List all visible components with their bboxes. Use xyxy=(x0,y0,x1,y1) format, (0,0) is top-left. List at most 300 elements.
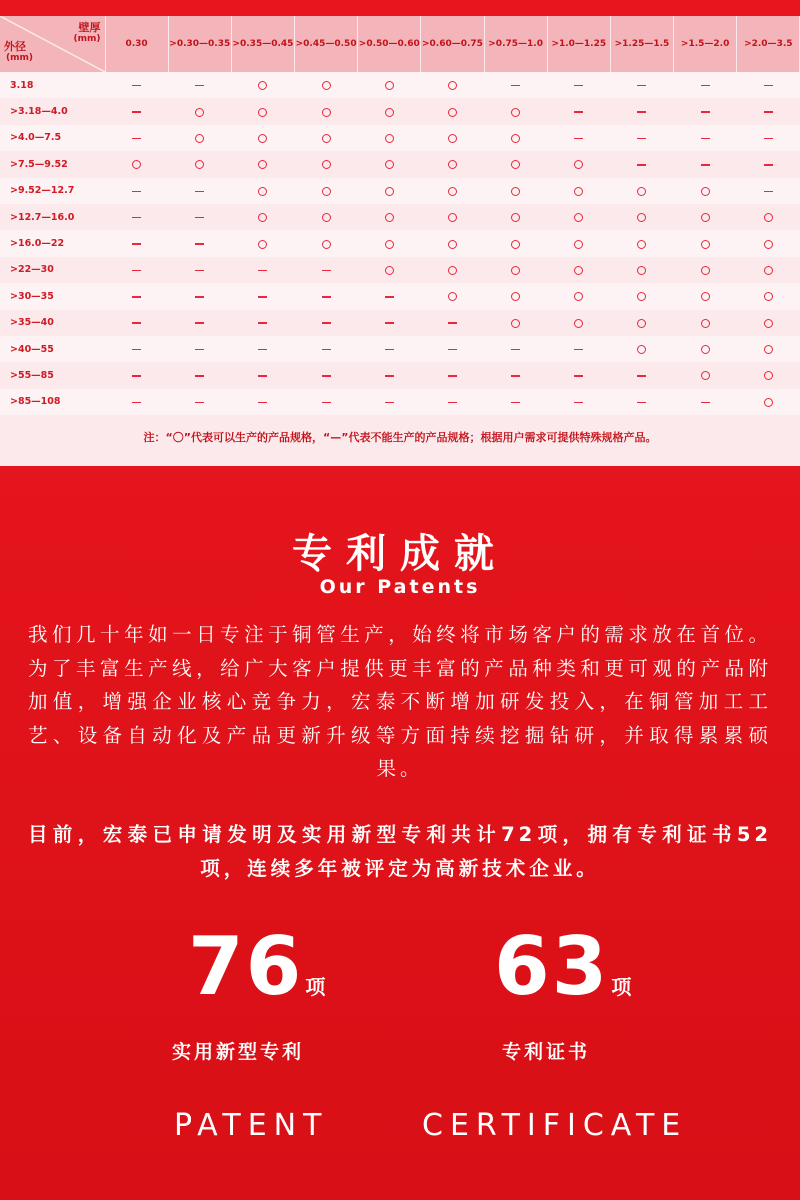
unavailable-dash-icon xyxy=(511,85,520,87)
table-row xyxy=(0,230,800,256)
spec-cell xyxy=(295,72,358,98)
table-row xyxy=(0,336,800,362)
available-circle-icon xyxy=(258,81,267,90)
spec-cell xyxy=(421,230,484,256)
wall-header: >1.5—2.0 xyxy=(674,16,737,72)
unavailable-dash-icon xyxy=(701,402,710,404)
unavailable-dash-icon xyxy=(195,402,204,404)
unavailable-dash-icon xyxy=(574,138,583,140)
stat-certificate-label: 专利证书 xyxy=(502,1041,591,1063)
available-circle-icon xyxy=(764,213,773,222)
unavailable-dash-icon xyxy=(701,111,710,113)
available-circle-icon xyxy=(448,134,457,143)
wall-header: >0.35—0.45 xyxy=(231,16,294,72)
od-cell: >12.7—16.0 xyxy=(0,204,105,230)
spec-cell xyxy=(295,310,358,336)
spec-cell xyxy=(105,310,168,336)
available-circle-icon xyxy=(448,292,457,301)
available-circle-icon xyxy=(258,108,267,117)
wall-header: >2.0—3.5 xyxy=(737,16,800,72)
available-circle-icon xyxy=(764,292,773,301)
spec-cell xyxy=(610,257,673,283)
spec-cell xyxy=(168,362,231,388)
spec-cell xyxy=(610,389,673,415)
top-strip xyxy=(0,0,800,16)
available-circle-icon xyxy=(637,213,646,222)
spec-cell xyxy=(547,98,610,124)
spec-cell xyxy=(737,98,800,124)
section-title: 专利成就 xyxy=(292,531,508,577)
available-circle-icon xyxy=(258,134,267,143)
unavailable-dash-icon xyxy=(764,191,773,193)
available-circle-icon xyxy=(511,266,520,275)
stat-certificates xyxy=(494,920,631,1013)
spec-cell xyxy=(674,151,737,177)
od-cell: >30—35 xyxy=(0,283,105,309)
spec-cell xyxy=(105,151,168,177)
spec-cell xyxy=(547,151,610,177)
unavailable-dash-icon xyxy=(637,402,646,404)
spec-cell xyxy=(168,204,231,230)
unavailable-dash-icon xyxy=(258,296,267,298)
stat-value: 76 xyxy=(188,920,304,1013)
available-circle-icon xyxy=(385,81,394,90)
spec-cell xyxy=(358,98,421,124)
available-circle-icon xyxy=(764,371,773,380)
spec-cell xyxy=(737,204,800,230)
od-cell: >35—40 xyxy=(0,310,105,336)
spec-cell xyxy=(168,230,231,256)
table-row xyxy=(0,389,800,415)
available-circle-icon xyxy=(637,266,646,275)
unavailable-dash-icon xyxy=(195,270,204,272)
unavailable-dash-icon xyxy=(448,322,457,324)
od-cell: >22—30 xyxy=(0,257,105,283)
spec-cell xyxy=(674,283,737,309)
spec-cell xyxy=(105,257,168,283)
available-circle-icon xyxy=(764,240,773,249)
table-row xyxy=(0,283,800,309)
spec-cell xyxy=(295,230,358,256)
unavailable-dash-icon xyxy=(764,138,773,140)
spec-cell xyxy=(547,257,610,283)
wall-header: >1.25—1.5 xyxy=(610,16,673,72)
spec-cell xyxy=(484,72,547,98)
available-circle-icon xyxy=(385,187,394,196)
available-circle-icon xyxy=(701,319,710,328)
available-circle-icon xyxy=(448,240,457,249)
available-circle-icon xyxy=(764,319,773,328)
spec-cell xyxy=(105,178,168,204)
spec-cell xyxy=(231,230,294,256)
stat-value: 63 xyxy=(494,920,610,1013)
unavailable-dash-icon xyxy=(258,349,267,351)
available-circle-icon xyxy=(637,187,646,196)
available-circle-icon xyxy=(322,213,331,222)
spec-cell xyxy=(358,125,421,151)
available-circle-icon xyxy=(448,108,457,117)
available-circle-icon xyxy=(322,240,331,249)
intro-paragraph: 我们几十年如一日专注于铜管生产，始终将市场客户的需求放在首位。为了丰富生产线，给广大客户提供更丰富的产品种类和更可观的产品附加值，增强企业核心竞争力，宏泰不断增加研发投入，在铜管加工工艺、设备自动化及产品更新升级等方面持续挖掘钻研，并取得累累硕果。 xyxy=(28,623,772,780)
available-circle-icon xyxy=(764,398,773,407)
unavailable-dash-icon xyxy=(322,296,331,298)
spec-cell xyxy=(168,257,231,283)
spec-cell xyxy=(105,336,168,362)
unavailable-dash-icon xyxy=(385,402,394,404)
stat-unit: 项 xyxy=(611,975,632,999)
unavailable-dash-icon xyxy=(195,296,204,298)
spec-cell xyxy=(421,125,484,151)
spec-cell xyxy=(484,257,547,283)
available-circle-icon xyxy=(258,160,267,169)
available-circle-icon xyxy=(637,240,646,249)
available-circle-icon xyxy=(322,134,331,143)
spec-cell xyxy=(610,230,673,256)
table-row xyxy=(0,178,800,204)
unavailable-dash-icon xyxy=(258,402,267,404)
available-circle-icon xyxy=(701,345,710,354)
unavailable-dash-icon xyxy=(637,111,646,113)
unavailable-dash-icon xyxy=(132,85,141,87)
section-subtitle: Our Patents xyxy=(319,576,481,598)
unavailable-dash-icon xyxy=(258,322,267,324)
unavailable-dash-icon xyxy=(764,111,773,113)
available-circle-icon xyxy=(637,345,646,354)
available-circle-icon xyxy=(322,81,331,90)
unavailable-dash-icon xyxy=(132,138,141,140)
spec-cell xyxy=(547,72,610,98)
available-circle-icon xyxy=(322,160,331,169)
spec-cell xyxy=(547,362,610,388)
spec-cell xyxy=(231,151,294,177)
unavailable-dash-icon xyxy=(764,85,773,87)
unavailable-dash-icon xyxy=(195,349,204,351)
unavailable-dash-icon xyxy=(132,349,141,351)
corner-od-unit: (mm) xyxy=(6,53,33,63)
spec-cell xyxy=(358,257,421,283)
spec-cell xyxy=(358,336,421,362)
spec-cell xyxy=(421,310,484,336)
available-circle-icon xyxy=(448,160,457,169)
spec-cell xyxy=(610,178,673,204)
od-cell: >55—85 xyxy=(0,362,105,388)
spec-cell xyxy=(421,98,484,124)
spec-table-panel xyxy=(0,16,800,466)
unavailable-dash-icon xyxy=(511,402,520,404)
spec-cell xyxy=(547,310,610,336)
corner-wall-unit: (mm) xyxy=(73,34,101,44)
spec-cell xyxy=(421,389,484,415)
table-note: 注：“〇”代表可以生产的产品规格，“—”代表不能生产的产品规格；根据用户需求可提供特殊规格产品。 xyxy=(143,431,657,445)
unavailable-dash-icon xyxy=(701,138,710,140)
spec-cell xyxy=(358,283,421,309)
unavailable-dash-icon xyxy=(574,111,583,113)
available-circle-icon xyxy=(132,160,141,169)
spec-cell xyxy=(168,98,231,124)
spec-cell xyxy=(610,98,673,124)
patent-count-paragraph: 目前，宏泰已申请发明及实用新型专利共计72项，拥有专利证书52项，连续多年被评定为高新技术企业。 xyxy=(28,823,772,880)
available-circle-icon xyxy=(448,266,457,275)
spec-cell xyxy=(421,336,484,362)
available-circle-icon xyxy=(385,160,394,169)
spec-cell xyxy=(231,72,294,98)
spec-cell xyxy=(295,389,358,415)
unavailable-dash-icon xyxy=(195,243,204,245)
spec-cell xyxy=(674,257,737,283)
table-row xyxy=(0,98,800,124)
spec-cell xyxy=(105,283,168,309)
spec-cell xyxy=(295,98,358,124)
unavailable-dash-icon xyxy=(322,402,331,404)
unavailable-dash-icon xyxy=(385,375,394,377)
unavailable-dash-icon xyxy=(701,164,710,166)
available-circle-icon xyxy=(385,134,394,143)
available-circle-icon xyxy=(195,108,204,117)
spec-cell xyxy=(168,389,231,415)
spec-cell xyxy=(358,178,421,204)
table-row xyxy=(0,125,800,151)
spec-cell xyxy=(358,389,421,415)
unavailable-dash-icon xyxy=(574,402,583,404)
table-body xyxy=(0,72,800,415)
spec-cell xyxy=(674,125,737,151)
wall-header: >0.75—1.0 xyxy=(484,16,547,72)
wall-header: >0.50—0.60 xyxy=(358,16,421,72)
spec-cell xyxy=(168,72,231,98)
spec-cell xyxy=(421,204,484,230)
spec-cell xyxy=(547,283,610,309)
wall-header: 0.30 xyxy=(105,16,168,72)
spec-cell xyxy=(421,72,484,98)
spec-cell xyxy=(231,98,294,124)
spec-cell xyxy=(547,125,610,151)
unavailable-dash-icon xyxy=(322,270,331,272)
available-circle-icon xyxy=(574,266,583,275)
unavailable-dash-icon xyxy=(195,85,204,87)
spec-cell xyxy=(168,283,231,309)
spec-cell xyxy=(610,204,673,230)
unavailable-dash-icon xyxy=(385,349,394,351)
spec-cell xyxy=(674,310,737,336)
spec-cell xyxy=(484,98,547,124)
unavailable-dash-icon xyxy=(132,375,141,377)
spec-cell xyxy=(610,72,673,98)
spec-cell xyxy=(295,178,358,204)
unavailable-dash-icon xyxy=(195,217,204,219)
spec-cell xyxy=(674,230,737,256)
spec-cell xyxy=(484,389,547,415)
available-circle-icon xyxy=(258,187,267,196)
spec-cell xyxy=(231,389,294,415)
available-circle-icon xyxy=(574,160,583,169)
spec-cell xyxy=(295,151,358,177)
spec-cell xyxy=(295,362,358,388)
spec-cell xyxy=(231,362,294,388)
spec-cell xyxy=(358,151,421,177)
spec-cell xyxy=(168,125,231,151)
unavailable-dash-icon xyxy=(574,349,583,351)
od-cell: >16.0—22 xyxy=(0,230,105,256)
available-circle-icon xyxy=(448,187,457,196)
unavailable-dash-icon xyxy=(195,191,204,193)
unavailable-dash-icon xyxy=(132,270,141,272)
spec-cell xyxy=(547,389,610,415)
available-circle-icon xyxy=(574,213,583,222)
spec-table xyxy=(0,16,800,415)
available-circle-icon xyxy=(574,240,583,249)
spec-cell xyxy=(737,72,800,98)
available-circle-icon xyxy=(385,108,394,117)
unavailable-dash-icon xyxy=(322,322,331,324)
available-circle-icon xyxy=(574,187,583,196)
english-certificate: CERTIFICATE xyxy=(422,1108,688,1143)
available-circle-icon xyxy=(385,240,394,249)
spec-cell xyxy=(231,204,294,230)
spec-cell xyxy=(674,72,737,98)
available-circle-icon xyxy=(511,108,520,117)
spec-cell xyxy=(168,336,231,362)
english-patent: PATENT xyxy=(174,1108,329,1143)
spec-cell xyxy=(610,283,673,309)
unavailable-dash-icon xyxy=(574,375,583,377)
unavailable-dash-icon xyxy=(637,375,646,377)
available-circle-icon xyxy=(448,81,457,90)
unavailable-dash-icon xyxy=(764,164,773,166)
spec-cell xyxy=(105,72,168,98)
spec-cell xyxy=(737,283,800,309)
od-cell: >4.0—7.5 xyxy=(0,125,105,151)
available-circle-icon xyxy=(385,213,394,222)
spec-cell xyxy=(295,125,358,151)
spec-cell xyxy=(168,151,231,177)
available-circle-icon xyxy=(574,292,583,301)
available-circle-icon xyxy=(511,187,520,196)
spec-cell xyxy=(105,204,168,230)
available-circle-icon xyxy=(701,292,710,301)
spec-cell xyxy=(737,257,800,283)
spec-cell xyxy=(484,230,547,256)
spec-cell xyxy=(421,257,484,283)
od-cell: >9.52—12.7 xyxy=(0,178,105,204)
available-circle-icon xyxy=(701,240,710,249)
table-row xyxy=(0,362,800,388)
spec-cell xyxy=(231,310,294,336)
spec-cell xyxy=(295,336,358,362)
unavailable-dash-icon xyxy=(132,322,141,324)
table-row xyxy=(0,257,800,283)
available-circle-icon xyxy=(701,213,710,222)
table-row xyxy=(0,72,800,98)
unavailable-dash-icon xyxy=(511,375,520,377)
spec-cell xyxy=(484,362,547,388)
spec-cell xyxy=(737,125,800,151)
spec-cell xyxy=(737,389,800,415)
unavailable-dash-icon xyxy=(448,349,457,351)
spec-cell xyxy=(484,283,547,309)
available-circle-icon xyxy=(511,160,520,169)
unavailable-dash-icon xyxy=(322,375,331,377)
table-row xyxy=(0,204,800,230)
spec-cell xyxy=(674,336,737,362)
wall-header: >0.45—0.50 xyxy=(295,16,358,72)
available-circle-icon xyxy=(511,240,520,249)
spec-cell xyxy=(737,336,800,362)
spec-cell xyxy=(295,204,358,230)
spec-cell xyxy=(547,230,610,256)
od-cell: >40—55 xyxy=(0,336,105,362)
unavailable-dash-icon xyxy=(132,217,141,219)
available-circle-icon xyxy=(385,266,394,275)
available-circle-icon xyxy=(258,240,267,249)
table-row xyxy=(0,151,800,177)
spec-cell xyxy=(105,389,168,415)
unavailable-dash-icon xyxy=(132,191,141,193)
spec-cell xyxy=(674,389,737,415)
spec-cell xyxy=(105,98,168,124)
spec-cell xyxy=(105,230,168,256)
stat-utility-patents xyxy=(188,920,325,1013)
spec-cell xyxy=(674,204,737,230)
spec-cell xyxy=(484,151,547,177)
spec-cell xyxy=(737,178,800,204)
available-circle-icon xyxy=(764,345,773,354)
spec-cell xyxy=(105,125,168,151)
unavailable-dash-icon xyxy=(385,296,394,298)
unavailable-dash-icon xyxy=(637,138,646,140)
table-row xyxy=(0,310,800,336)
available-circle-icon xyxy=(195,160,204,169)
spec-cell xyxy=(421,362,484,388)
spec-cell xyxy=(295,257,358,283)
unavailable-dash-icon xyxy=(701,85,710,87)
available-circle-icon xyxy=(195,134,204,143)
spec-cell xyxy=(231,178,294,204)
spec-cell xyxy=(168,178,231,204)
unavailable-dash-icon xyxy=(385,322,394,324)
spec-cell xyxy=(358,230,421,256)
spec-cell xyxy=(737,310,800,336)
spec-cell xyxy=(610,151,673,177)
spec-cell xyxy=(358,362,421,388)
wall-header: >1.0—1.25 xyxy=(547,16,610,72)
unavailable-dash-icon xyxy=(448,375,457,377)
unavailable-dash-icon xyxy=(448,402,457,404)
spec-cell xyxy=(674,178,737,204)
spec-cell xyxy=(547,178,610,204)
wall-header: >0.30—0.35 xyxy=(168,16,231,72)
corner-cell xyxy=(0,16,105,72)
unavailable-dash-icon xyxy=(132,243,141,245)
spec-cell xyxy=(231,336,294,362)
spec-cell xyxy=(610,336,673,362)
spec-cell xyxy=(421,151,484,177)
spec-cell xyxy=(610,362,673,388)
corner-od-label: 外径 xyxy=(4,40,26,53)
available-circle-icon xyxy=(511,292,520,301)
spec-cell xyxy=(358,72,421,98)
unavailable-dash-icon xyxy=(258,375,267,377)
spec-cell xyxy=(231,257,294,283)
wall-header: >0.60—0.75 xyxy=(421,16,484,72)
unavailable-dash-icon xyxy=(574,85,583,87)
spec-cell xyxy=(484,310,547,336)
spec-cell xyxy=(547,336,610,362)
available-circle-icon xyxy=(637,319,646,328)
unavailable-dash-icon xyxy=(132,111,141,113)
available-circle-icon xyxy=(322,108,331,117)
spec-cell xyxy=(295,283,358,309)
spec-cell xyxy=(231,283,294,309)
